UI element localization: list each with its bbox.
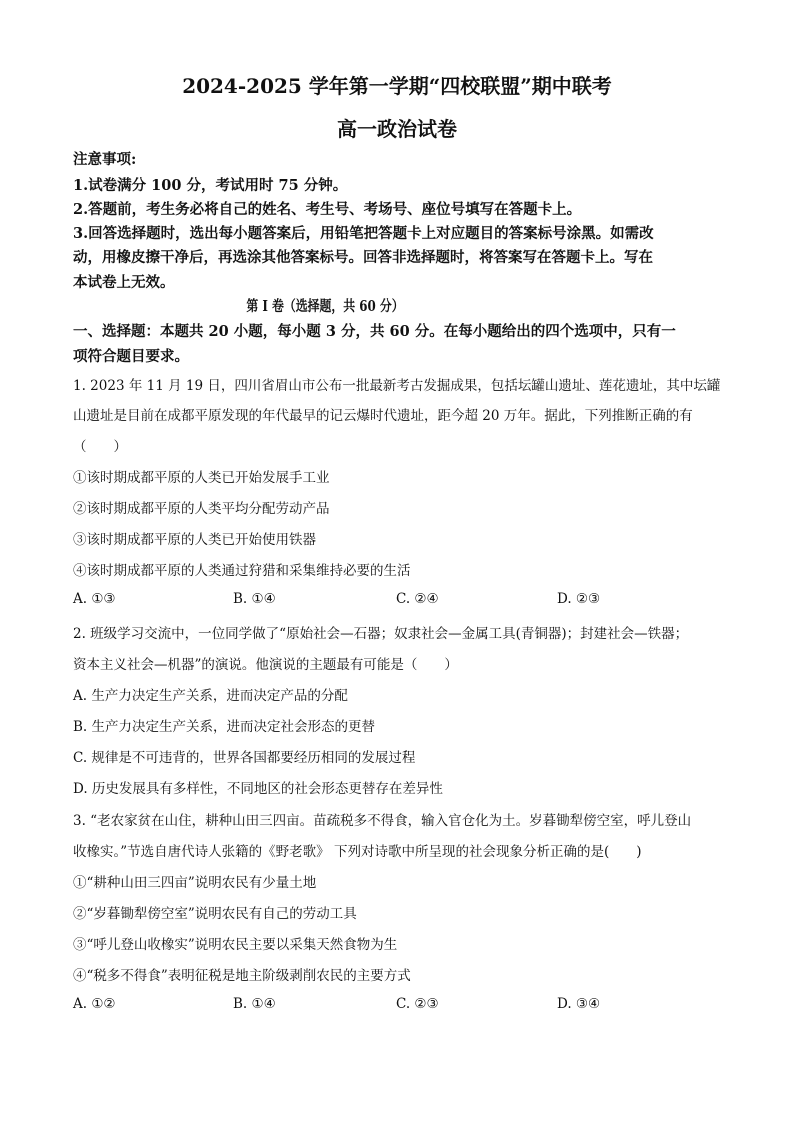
question-3-statement: ②“岁暮锄犁傍空室”说明农民有自己的劳动工具 [73, 906, 357, 922]
notice-line: 2.答题前，考生务必将自己的姓名、考生号、考场号、座位号填写在答题卡上。 [73, 201, 582, 218]
question-1-choice-c: C. ②④ [396, 591, 439, 607]
question-1-choice-a: A. ①③ [73, 591, 116, 607]
question-1-statement: ②该时期成都平原的人类平均分配劳动产品 [73, 501, 330, 517]
exam-subtitle: 高一政治试卷 [337, 117, 457, 141]
question-3-stem: 3. “老农家贫在山住，耕种山田三四亩。苗疏税多不得食，输入官仓化为土。岁暮锄犁傍空室，呼儿登山 [73, 813, 692, 829]
question-1-statement: ④该时期成都平原的人类通过狩猎和采集维持必要的生活 [73, 563, 411, 579]
section-title: 第 I 卷（选择题，共 60 分） [246, 298, 404, 315]
question-1-choice-b: B. ①④ [233, 591, 276, 607]
question-1-stem: （ ） [73, 439, 127, 455]
question-2-option-a: A. 生产力决定生产关系，进而决定产品的分配 [73, 688, 348, 704]
question-1-statement: ③该时期成都平原的人类已开始使用铁器 [73, 532, 316, 548]
question-3-choice-c: C. ②③ [396, 996, 439, 1012]
notice-line: 3.回答选择题时，选出每小题答案后，用铅笔把答题卡上对应题目的答案标号涂黑。如需改 [73, 225, 654, 242]
question-2-option-d: D. 历史发展具有多样性，不同地区的社会形态更替存在差异性 [73, 781, 443, 797]
notice-line: 本试卷上无效。 [73, 274, 175, 291]
question-1-choice-d: D. ②③ [557, 591, 601, 607]
notice-line: 1.试卷满分 100 分，考试用时 75 分钟。 [73, 177, 348, 194]
question-1-statement: ①该时期成都平原的人类已开始发展手工业 [73, 470, 330, 486]
question-2-option-b: B. 生产力决定生产关系，进而决定社会形态的更替 [73, 719, 376, 735]
exam-title: 2024-2025 学年第一学期“四校联盟”期中联考 [182, 74, 612, 98]
question-1-stem: 1. 2023 年 11 月 19 日，四川省眉山市公布一批最新考古发掘成果，包括坛罐山遗址、莲花遗址，其中坛罐 [73, 378, 721, 394]
question-3-choice-a: A. ①② [73, 996, 116, 1012]
section-instruction: 一、选择题：本题共 20 小题，每小题 3 分，共 60 分。在每小题给出的四个选项中，只有一 [73, 323, 676, 340]
question-3-statement: ①“耕种山田三四亩”说明农民有少量土地 [73, 875, 317, 891]
question-3-statement: ③“呼儿登山收橡实”说明农民主要以采集天然食物为生 [73, 937, 398, 953]
question-2-stem: 资本主义社会—机器”的演说。他演说的主题最有可能是（ ） [73, 657, 458, 673]
section-instruction: 项符合题目要求。 [73, 348, 189, 365]
question-3-statement: ④“税多不得食”表明征税是地主阶级剥削农民的主要方式 [73, 968, 411, 984]
notice-heading: 注意事项: [73, 151, 137, 168]
question-2-stem: 2. 班级学习交流中，一位同学做了“原始社会—石器；奴隶社会—金属工具(青铜器)；封建社会—铁器； [73, 626, 689, 642]
question-2-option-c: C. 规律是不可违背的，世界各国都要经历相同的发展过程 [73, 750, 416, 766]
notice-line: 动，用橡皮擦干净后，再选涂其他答案标号。回答非选择题时，将答案写在答题卡上。写在 [73, 249, 653, 266]
question-1-stem: 山遗址是目前在成都平原发现的年代最早的记云爆时代遗址，距今超 20 万年。据此，下列推断正确的有 [73, 408, 693, 424]
question-3-stem: 收橡实。”节选自唐代诗人张籍的《野老歌》 下列对诗歌中所呈现的社会现象分析正确的是( ) [73, 844, 642, 860]
question-3-choice-b: B. ①④ [233, 996, 276, 1012]
question-3-choice-d: D. ③④ [557, 996, 601, 1012]
